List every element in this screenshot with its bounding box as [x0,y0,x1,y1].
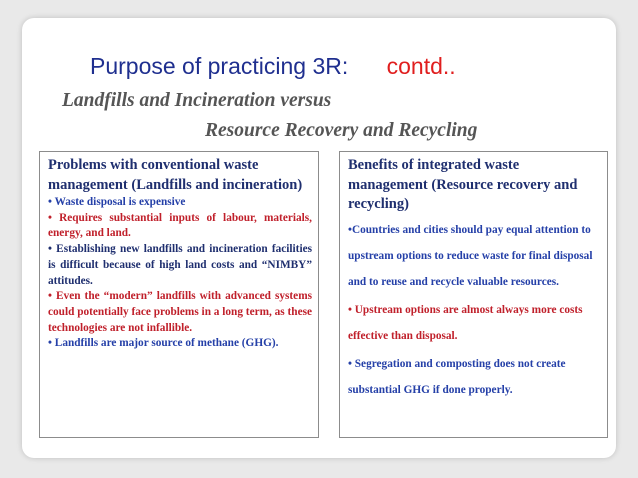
problem-item-5: • Landfills are major source of methane (GHG). [48,337,279,350]
problems-box [39,151,319,438]
benefit-item-3: • Segregation and composting does not create substantial GHG if done properly. [348,357,566,396]
benefit-item-2: • Upstream options are almost always more costs effective than disposal. [348,303,583,342]
title-accent: contd.. [386,53,456,79]
problem-item-1: • Waste disposal is expensive [48,196,186,208]
benefit-item-1: •Countries and cities should pay equal attention to upstream options to reduce waste for final disposal and to reuse and recycle valuable resources. [348,223,593,288]
benefits-box [339,151,608,438]
problems-heading: Problems with conventional waste management (Landfills and incineration) [48,157,303,193]
problem-item-2: • Requires substantial inputs of labour, materials, energy, and land. [48,211,312,240]
benefits-heading: Benefits of integrated waste management (Resource recovery and recycling) [348,157,578,212]
problem-item-4: • Even the “modern” landfills with advanced systems could potentially face problems in a long term, as these technologies are not infallible. [48,290,312,334]
subtitle-line-2: Resource Recovery and Recycling [205,120,478,141]
title-text: Purpose of practicing 3R: [90,53,349,79]
subtitle-line-1: Landfills and Incineration versus [62,90,332,111]
problem-item-3: • Establishing new landfills and incineration facilities is difficult because of high land costs and “NIMBY” attitudes. [48,243,312,287]
slide-title [90,53,456,80]
